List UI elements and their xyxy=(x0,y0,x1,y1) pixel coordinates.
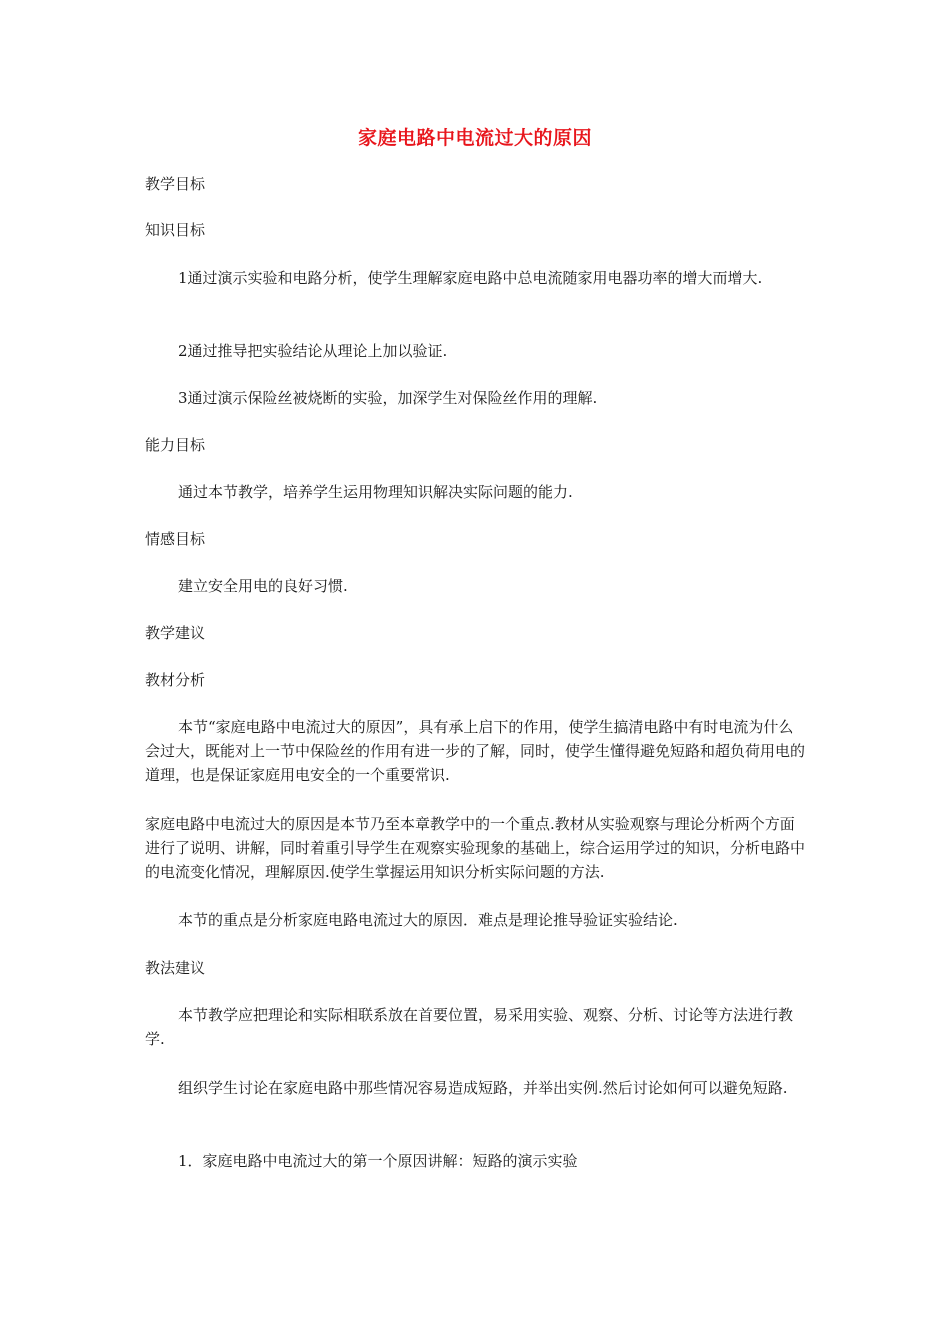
paragraph-item-1: 1．家庭电路中电流过大的第一个原因讲解：短路的演示实验 xyxy=(178,1152,578,1170)
paragraph-emotion: 建立安全用电的良好习惯. xyxy=(178,577,348,595)
heading-teaching-goals: 教学目标 xyxy=(145,175,206,193)
paragraph-goal-3: 3通过演示保险丝被烧断的实验，加深学生对保险丝作用的理解. xyxy=(178,389,598,407)
paragraph-key-points: 本节的重点是分析家庭电路电流过大的原因．难点是理论推导验证实验结论. xyxy=(178,911,678,929)
heading-method-suggestions: 教法建议 xyxy=(145,959,206,977)
heading-teaching-suggestions: 教学建议 xyxy=(145,624,206,642)
paragraph-analysis-2: 家庭电路中电流过大的原因是本节乃至本章教学中的一个重点.教材从实验观察与理论分析两个方面进行了说明、讲解，同时着重引导学生在观察实验现象的基础上，综合运用学过的知识，分析电路中的电流变化情况，理解原因.使学生掌握运用知识分析实际问题的方法. xyxy=(145,815,806,881)
paragraph-goal-1: 1通过演示实验和电路分析，使学生理解家庭电路中总电流随家用电器功率的增大而增大. xyxy=(178,269,763,287)
heading-ability-goals: 能力目标 xyxy=(145,436,206,454)
document-title: 家庭电路中电流过大的原因 xyxy=(357,127,592,149)
heading-knowledge-goals: 知识目标 xyxy=(145,221,206,239)
heading-textbook-analysis: 教材分析 xyxy=(145,671,206,689)
paragraph-ability: 通过本节教学，培养学生运用物理知识解决实际问题的能力. xyxy=(178,483,573,501)
paragraph-method-2: 组织学生讨论在家庭电路中那些情况容易造成短路，并举出实例.然后讨论如何可以避免短路. xyxy=(178,1079,788,1097)
paragraph-analysis-1: 本节“家庭电路中电流过大的原因”，具有承上启下的作用，使学生搞清电路中有时电流为什么会过大，既能对上一节中保险丝的作用有进一步的了解，同时，使学生懂得避免短路和超负荷用电的道理，也是保证家庭用电安全的一个重要常识. xyxy=(145,718,806,784)
paragraph-goal-2: 2通过推导把实验结论从理论上加以验证. xyxy=(178,342,448,360)
heading-emotion-goals: 情感目标 xyxy=(145,530,206,548)
paragraph-method-1: 本节教学应把理论和实际相联系放在首要位置，易采用实验、观察、分析、讨论等方法进行教学. xyxy=(145,1006,794,1048)
